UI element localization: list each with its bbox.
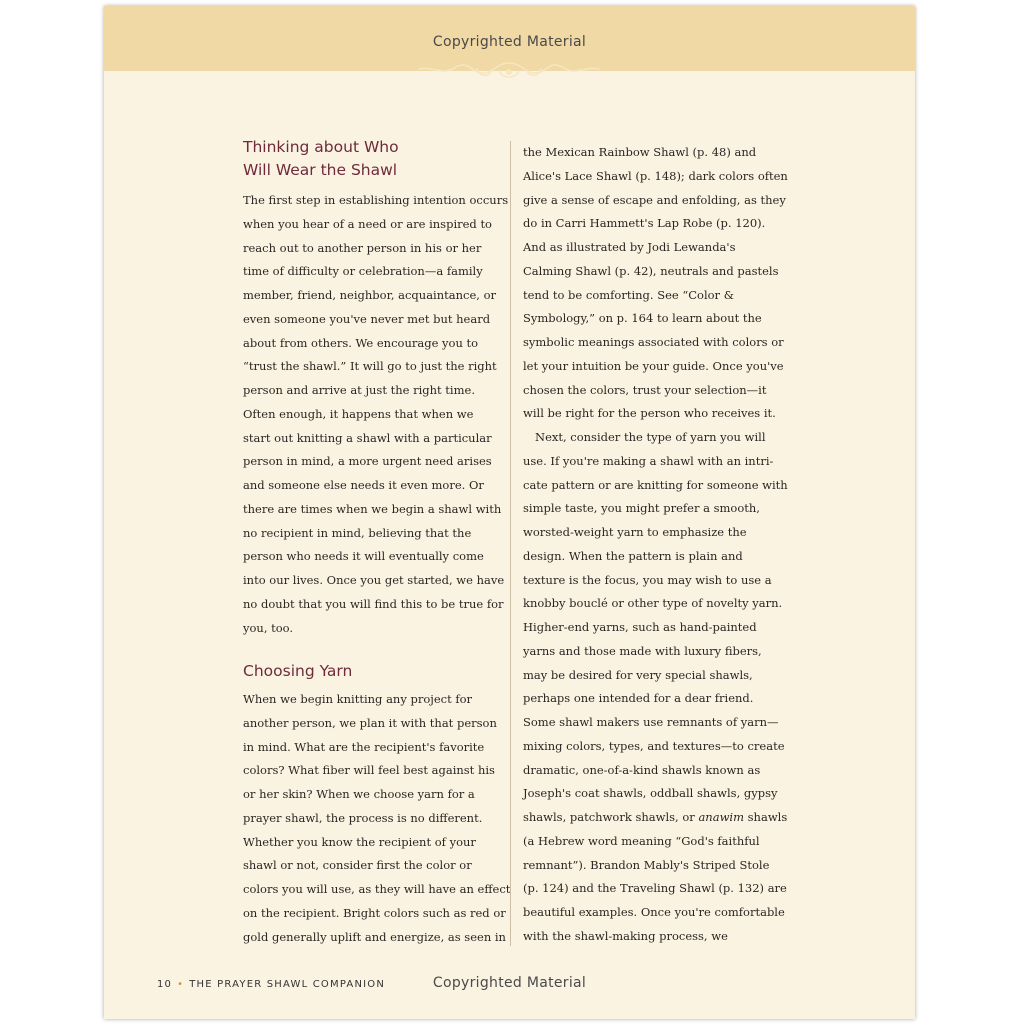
text-line: with the shawl-making process, we [523, 928, 728, 943]
text-line: give a sense of escape and enfolding, as they [523, 192, 786, 207]
italic-word: anawim [698, 810, 744, 824]
text-line: may be desired for very special shawls, [523, 667, 753, 682]
page-number: 10 [157, 979, 173, 990]
text-line: will be right for the person who receives it. [523, 406, 776, 421]
text-line: Higher-end yarns, such as hand-painted [523, 620, 757, 634]
text-line: colors? What fiber will feel best against his [243, 763, 495, 778]
text-line: let your intuition be your guide. Once you've [523, 358, 784, 373]
text-line: Next, consider the type of yarn you will [535, 430, 766, 444]
column2-body [523, 141, 788, 949]
watermark-bottom: Copyrighted Material [432, 975, 587, 991]
text-line: The first step in establishing intention occurs [243, 193, 509, 207]
text-line: chosen the colors, trust your selection—it [523, 382, 767, 397]
text-line: yarns and those made with luxury fibers, [523, 643, 762, 658]
text-line: Whether you know the recipient of your [243, 834, 476, 849]
text-line: time of difficulty or celebration—a family [243, 264, 483, 279]
heading-line: Thinking about Who [243, 138, 399, 156]
text-line [523, 806, 788, 830]
text-line: no doubt that you will find this to be true for [243, 596, 504, 611]
watermark-top: Copyrighted Material [432, 34, 587, 50]
text-line: (a Hebrew word meaning “God's faithful [523, 833, 760, 848]
text-line: Joseph's coat shawls, oddball shawls, gypsy [523, 786, 778, 801]
text-line: another person, we plan it with that person [243, 715, 497, 730]
ornament-flourish-icon [417, 59, 601, 83]
text-line: person in mind, a more urgent need arises [243, 454, 492, 469]
book-page [104, 6, 915, 1019]
text-line: and someone else needs it even more. Or [243, 478, 484, 492]
text-line: or her skin? When we choose yarn for a [243, 787, 475, 801]
text-line: member, friend, neighbor, acquaintance, or [243, 288, 496, 302]
text-line: cate pattern or are knitting for someone with [523, 477, 788, 492]
text-fragment: shawls [744, 810, 788, 824]
text-line: dramatic, one-of-a-kind shawls known as [523, 762, 761, 777]
text-line: mixing colors, types, and textures—to create [523, 738, 785, 753]
text-line: And as illustrated by Jodi Lewanda's [523, 240, 736, 254]
text-line: you, too. [243, 620, 294, 635]
text-line: use. If you're making a shawl with an intri- [523, 453, 774, 468]
text-line: beautiful examples. Once you're comfortable [523, 905, 785, 919]
text-line: remnant”). Brandon Mably's Striped Stole [523, 857, 770, 872]
text-line: start out knitting a shawl with a particular [243, 430, 492, 445]
section2-body [243, 688, 510, 949]
text-line: when you hear of a need or are inspired to [243, 216, 492, 231]
text-fragment: shawls, patchwork shawls, or [523, 810, 695, 824]
text-line: the Mexican Rainbow Shawl (p. 48) and [523, 145, 757, 159]
text-line: Often enough, it happens that when we [243, 406, 474, 421]
text-line: person who needs it will eventually come [243, 549, 484, 564]
footer-bullet: • [177, 979, 185, 990]
section-heading-choosing-yarn: Choosing Yarn [243, 662, 353, 680]
text-line: no recipient in mind, believing that the [243, 525, 472, 540]
text-line: colors you will use, as they will have an effect [243, 882, 511, 896]
text-line: perhaps one intended for a dear friend. [523, 691, 754, 706]
text-line: into our lives. Once you get started, we have [243, 573, 505, 587]
text-line: even someone you've never met but heard [243, 311, 491, 326]
text-line: Some shawl makers use remnants of yarn— [523, 715, 779, 729]
text-line: knobby bouclé or other type of novelty yarn. [523, 596, 783, 611]
text-line: on the recipient. Bright colors such as red or [243, 905, 506, 920]
text-line: When we begin knitting any project for [243, 692, 473, 706]
text-line: do in Carri Hammett's Lap Robe (p. 120). [523, 216, 766, 231]
text-line: design. When the pattern is plain and [523, 548, 743, 563]
text-line: shawl or not, consider first the color or [243, 858, 472, 873]
text-line: there are times when we begin a shawl with [243, 501, 502, 516]
text-line: “trust the shawl.” It will go to just the right [243, 359, 497, 374]
text-line: gold generally uplift and energize, as seen in [243, 929, 506, 944]
text-line: tend to be comforting. See “Color & [523, 287, 734, 302]
section-heading-who-will-wear [243, 136, 399, 182]
text-line: reach out to another person in his or her [243, 240, 482, 255]
text-line: prayer shawl, the process is no different. [243, 810, 483, 825]
section1-body [243, 189, 508, 640]
text-line: person and arrive at just the right time. [243, 383, 475, 397]
column-divider [510, 141, 511, 946]
heading-line: Will Wear the Shawl [243, 161, 398, 179]
text-line: Alice's Lace Shawl (p. 148); dark colors often [523, 168, 788, 183]
text-line: about from others. We encourage you to [243, 335, 479, 350]
text-line: simple taste, you might prefer a smooth, [523, 501, 760, 516]
text-line: Calming Shawl (p. 42), neutrals and pastels [523, 263, 779, 278]
text-line: in mind. What are the recipient's favorite [243, 739, 485, 754]
text-line: (p. 124) and the Traveling Shawl (p. 132) are [523, 881, 787, 896]
text-line: texture is the focus, you may wish to use a [523, 572, 772, 587]
text-line: symbolic meanings associated with colors or [523, 335, 784, 349]
running-title: THE PRAYER SHAWL COMPANION [189, 979, 386, 990]
text-line: Symbology,” on p. 164 to learn about the [523, 311, 762, 326]
text-line: worsted-weight yarn to emphasize the [523, 525, 747, 539]
